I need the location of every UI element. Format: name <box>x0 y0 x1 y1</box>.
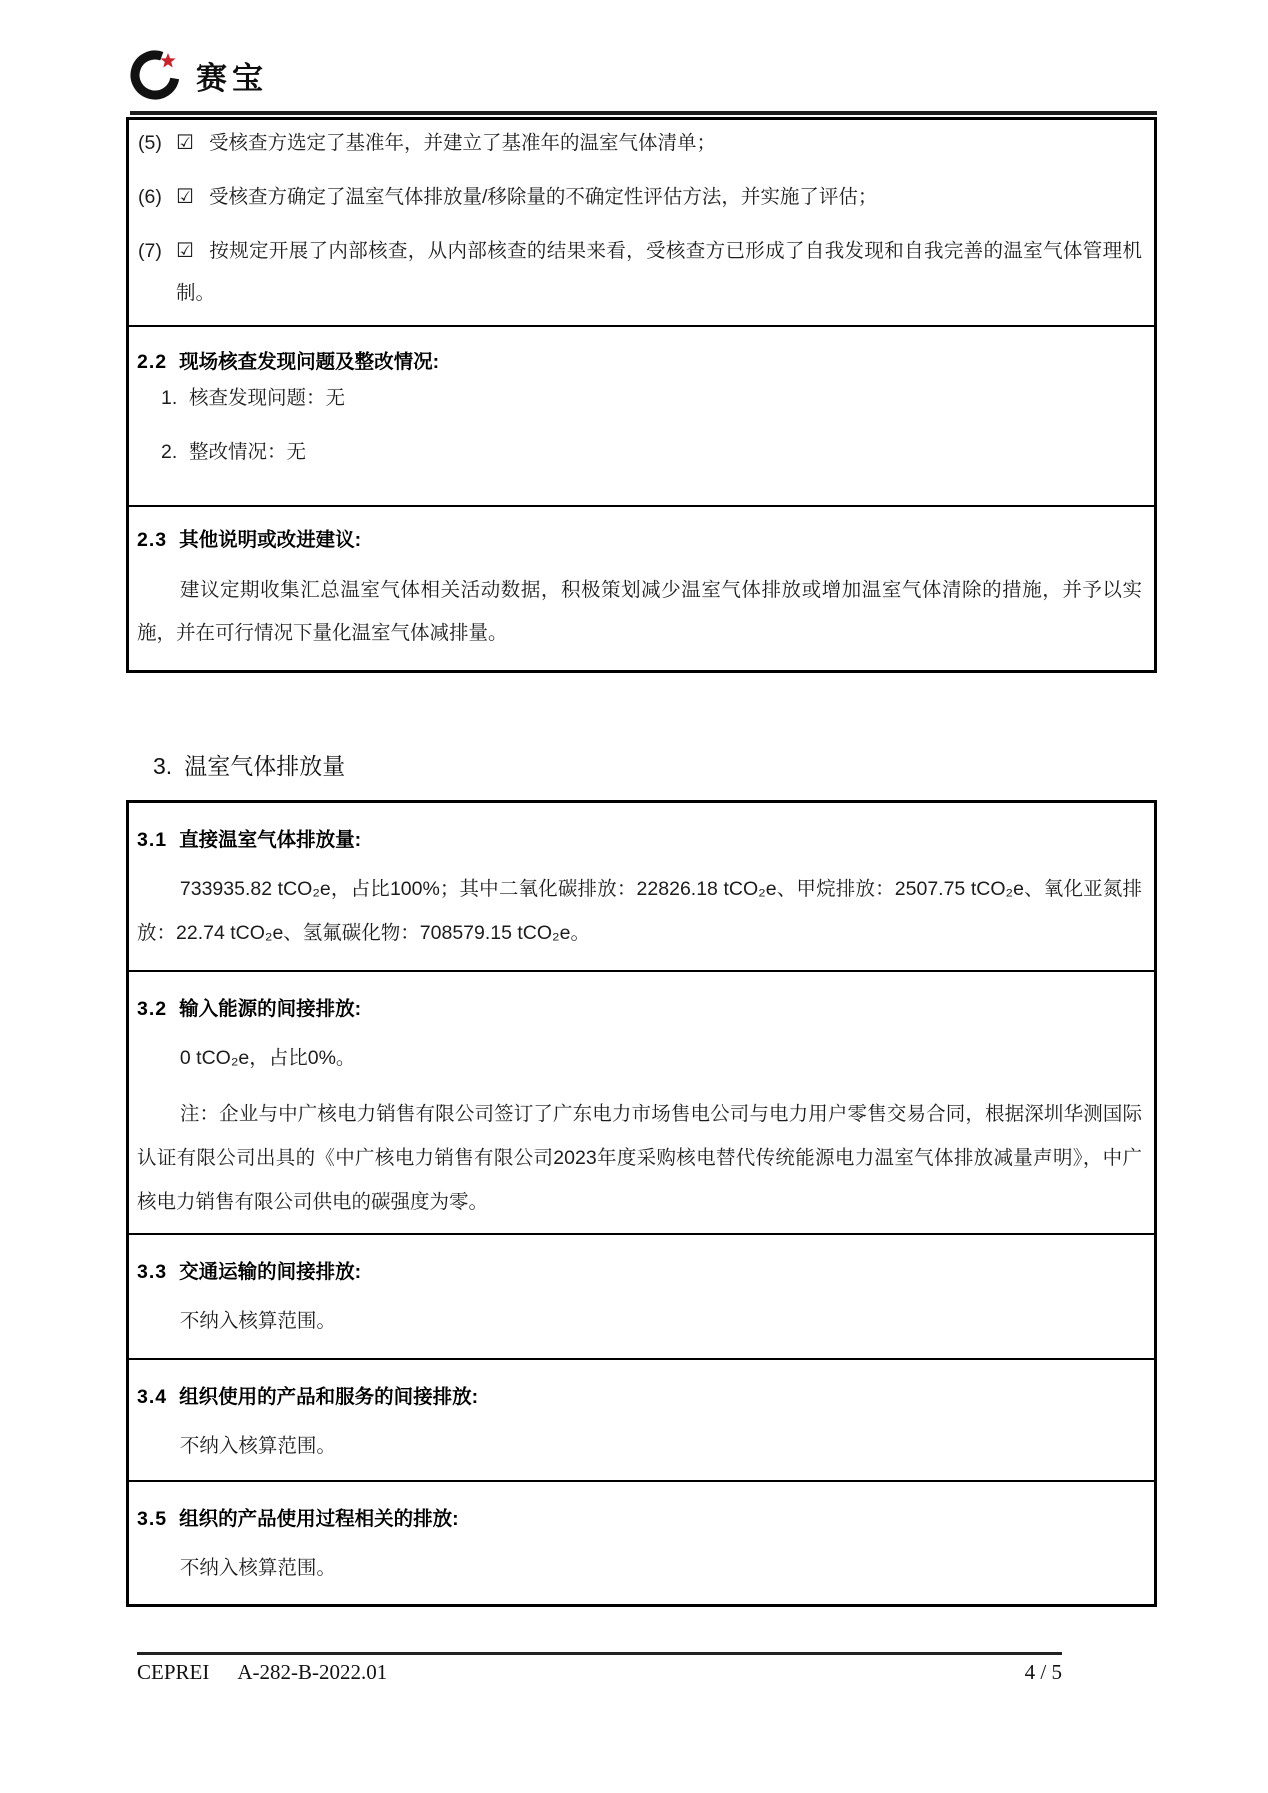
checkbox-checked-icon: ☑ <box>176 186 194 208</box>
section-number: 3.5 <box>137 1508 168 1530</box>
footer-doc-code: A-282-B-2022.01 <box>237 1660 388 1684</box>
section-3-2 <box>129 970 1154 1233</box>
section-title: 温室气体排放量 <box>184 753 346 779</box>
section-number: 3.2 <box>137 998 168 1020</box>
section-3-1 <box>129 803 1154 970</box>
item-text: 整改情况：无 <box>189 441 307 463</box>
item-text: 受核查方确定了温室气体排放量/移除量的不确定性评估方法，并实施了评估； <box>208 186 878 208</box>
section-body: 733935.82 tCO₂e，占比100%；其中二氧化碳排放：22826.18 tCO₂e、甲烷排放：2507.75 tCO₂e、氧化亚氮排放：22.74 tCO₂e、氢氟碳化物：708579.15 tCO₂e。 <box>137 878 1142 944</box>
section-2-3 <box>129 505 1154 671</box>
item-number: 1. <box>161 387 178 409</box>
section-number: 3.1 <box>137 829 168 851</box>
section-heading <box>137 525 1142 555</box>
item-text: 按规定开展了内部核查，从内部核查的结果来看，受核查方已形成了自我发现和自我完善的温室气体管理机制。 <box>176 240 1142 304</box>
checklist-item <box>137 176 1142 218</box>
section-body: 不纳入核算范围。 <box>179 1557 336 1579</box>
checklist-item <box>137 122 1142 164</box>
section-body: 0 tCO₂e，占比0%。 <box>179 1047 356 1069</box>
emissions-table <box>126 800 1157 1607</box>
footer-org: CEPREI <box>137 1660 210 1684</box>
item-text: 受核查方选定了基准年，并建立了基准年的温室气体清单； <box>208 132 716 154</box>
section-number: 3. <box>153 753 173 779</box>
section-title: 其他说明或改进建议: <box>179 529 362 551</box>
section-heading <box>137 1382 1142 1412</box>
section-heading <box>137 994 1142 1024</box>
section-note: 注：企业与中广核电力销售有限公司签订了广东电力市场售电公司与电力用户零售交易合同，根据深圳华测国际认证有限公司出具的《中广核电力销售有限公司2023年度采购核电替代传统能源电力温室气体排放减量声明》，中广核电力销售有限公司供电的碳强度为零。 <box>137 1103 1142 1213</box>
checkbox-checked-icon: ☑ <box>176 240 194 262</box>
section-heading <box>137 825 1142 855</box>
section-3-3 <box>129 1233 1154 1358</box>
brand-name: 赛宝 <box>196 60 268 96</box>
brand-logo-icon <box>128 48 182 102</box>
star-icon <box>160 53 175 67</box>
section-number: 2.2 <box>137 351 168 373</box>
section-heading <box>137 347 1142 377</box>
section-title: 组织使用的产品和服务的间接排放: <box>179 1386 479 1408</box>
section-number: 2.3 <box>137 529 168 551</box>
section-body: 建议定期收集汇总温室气体相关活动数据，积极策划减少温室气体排放或增加温室气体清除的措施，并予以实施，并在可行情况下量化温室气体减排量。 <box>137 579 1142 644</box>
section-heading <box>137 1257 1142 1287</box>
section-number: 3.3 <box>137 1261 168 1283</box>
section-title: 直接温室气体排放量: <box>179 829 362 851</box>
checklist-section <box>129 120 1154 325</box>
item-number: (5) <box>138 132 162 154</box>
item-number: 2. <box>161 441 178 463</box>
header-divider <box>130 111 1157 115</box>
section-3-heading <box>153 748 345 781</box>
section-2-2 <box>129 325 1154 505</box>
section-body: 不纳入核算范围。 <box>179 1310 336 1332</box>
item-number: (6) <box>138 186 162 208</box>
section-title: 组织的产品使用过程相关的排放: <box>179 1508 459 1530</box>
logo <box>128 48 268 102</box>
page-number: 4 / 5 <box>1024 1660 1062 1684</box>
list-item <box>161 377 1142 419</box>
section-3-5 <box>129 1480 1154 1604</box>
section-title: 输入能源的间接排放: <box>179 998 362 1020</box>
checklist-item <box>137 230 1142 314</box>
verification-findings-table <box>126 117 1157 673</box>
section-title: 交通运输的间接排放: <box>179 1261 362 1283</box>
checkbox-checked-icon: ☑ <box>176 132 194 154</box>
section-body: 不纳入核算范围。 <box>179 1435 336 1457</box>
section-heading <box>137 1504 1142 1534</box>
footer <box>137 1660 1062 1685</box>
item-text: 核查发现问题：无 <box>189 387 346 409</box>
footer-left <box>137 1660 387 1685</box>
section-title: 现场核查发现问题及整改情况: <box>179 351 440 373</box>
section-number: 3.4 <box>137 1386 168 1408</box>
item-number: (7) <box>138 240 162 262</box>
list-item <box>161 431 1142 473</box>
section-3-4 <box>129 1358 1154 1480</box>
footer-divider <box>137 1652 1062 1655</box>
